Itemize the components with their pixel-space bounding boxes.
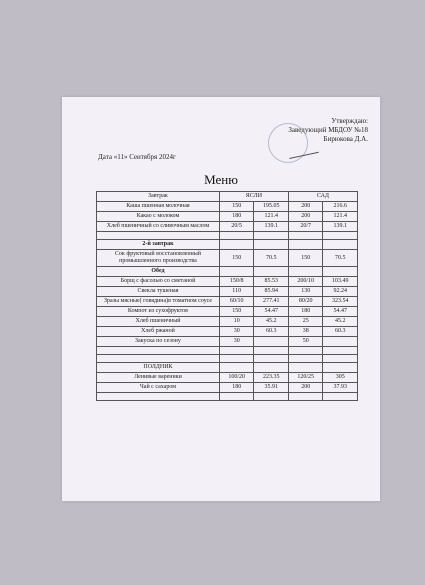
cell-name: Хлеб пшеничный со сливочным маслом [97, 222, 220, 232]
cell-num: 54.47 [254, 307, 288, 317]
cell-num: 200 [288, 383, 323, 393]
stamp-icon [268, 123, 308, 163]
cell-name: Зразы мясные( говядина)в томатном соусе [97, 297, 220, 307]
section-label: 2-й завтрак [97, 240, 220, 250]
cell-num: 200 [288, 202, 323, 212]
cell-num: 10 [219, 317, 254, 327]
cell-num: 60.3 [254, 327, 288, 337]
page-title: Меню [204, 172, 238, 187]
cell-num: 323.54 [323, 297, 358, 307]
cell-num: 60.3 [323, 327, 358, 337]
table-row [97, 337, 358, 347]
cell-name: Какао с молоком [97, 212, 220, 222]
cell-num: 54.47 [323, 307, 358, 317]
cell-num: 100/20 [219, 373, 254, 383]
cell-num: 85.94 [254, 287, 288, 297]
cell-num: 139.1 [254, 222, 288, 232]
table-row [97, 250, 358, 267]
menu-document [62, 97, 380, 501]
cell-num: 70.5 [254, 250, 288, 267]
cell-num: 80/20 [288, 297, 323, 307]
cell-num: 70.5 [323, 250, 358, 267]
cell-num: 216.6 [323, 202, 358, 212]
cell-num: 85.53 [254, 277, 288, 287]
cell-num: 180 [219, 212, 254, 222]
cell-name: Чай с сахаром [97, 383, 220, 393]
date-line: Дата «11» Сентября 2024г [98, 153, 176, 161]
cell-num: 200 [288, 212, 323, 222]
cell-num: 37.93 [323, 383, 358, 393]
table-row [97, 202, 358, 212]
header-zavtrak: Завтрак [97, 192, 220, 202]
cell-name: Ленивые вареники [97, 373, 220, 383]
cell-num: 180 [219, 383, 254, 393]
cell-num: 25 [288, 317, 323, 327]
cell-name: Хлеб пшеничный [97, 317, 220, 327]
header-yasli: ЯСЛИ [219, 192, 288, 202]
cell-num: 180 [288, 307, 323, 317]
cell-name: Сок фруктовый восстановленный промышленного производства [97, 250, 220, 267]
table-row [97, 317, 358, 327]
cell-num: 110 [219, 287, 254, 297]
cell-num: 45.2 [323, 317, 358, 327]
cell-num: 120/25 [288, 373, 323, 383]
cell-num: 200/10 [288, 277, 323, 287]
table-row-empty [97, 232, 358, 240]
table-row [97, 297, 358, 307]
cell-num: 30 [219, 327, 254, 337]
header-sad: САД [288, 192, 357, 202]
cell-name: Борщ с фасолью со сметаной [97, 277, 220, 287]
table-row [97, 307, 358, 317]
cell-num: 130 [288, 287, 323, 297]
cell-num: 50 [288, 337, 323, 347]
cell-num: 60/10 [219, 297, 254, 307]
cell-num: 121.4 [323, 212, 358, 222]
table-row [97, 373, 358, 383]
table-row [97, 222, 358, 232]
cell-num [323, 337, 358, 347]
cell-num: 150 [219, 202, 254, 212]
cell-num: 277.41 [254, 297, 288, 307]
section-obed [97, 267, 358, 277]
cell-num: 20/7 [288, 222, 323, 232]
section-label: ПОЛДНИК [97, 363, 220, 373]
section-poldnik [97, 363, 358, 373]
cell-num: 92.24 [323, 287, 358, 297]
cell-num: 103.49 [323, 277, 358, 287]
cell-num: 45.2 [254, 317, 288, 327]
cell-num: 121.4 [254, 212, 288, 222]
cell-name: Каша пшенная молочная [97, 202, 220, 212]
cell-name: Компот из сухофруктов [97, 307, 220, 317]
cell-num: 150 [219, 250, 254, 267]
cell-num [254, 337, 288, 347]
cell-num: 195.05 [254, 202, 288, 212]
cell-num: 38 [288, 327, 323, 337]
table-header [97, 192, 358, 202]
cell-num: 305 [323, 373, 358, 383]
approval-line-1: Утверждаю: [331, 117, 368, 125]
table-row-empty [97, 347, 358, 355]
cell-num: 139.1 [323, 222, 358, 232]
table-row [97, 212, 358, 222]
table-row-empty [97, 393, 358, 401]
approval-line-3: Бирюкова Д.А. [323, 135, 368, 143]
table-row [97, 277, 358, 287]
table-row [97, 327, 358, 337]
approval-line-2: Заведующий МБДОУ №18 [288, 126, 368, 134]
cell-num: 30 [219, 337, 254, 347]
section-second-breakfast [97, 240, 358, 250]
cell-num: 20/5 [219, 222, 254, 232]
section-label: Обед [97, 267, 220, 277]
cell-name: Свекла тушеная [97, 287, 220, 297]
cell-num: 223.35 [254, 373, 288, 383]
cell-num: 150 [219, 307, 254, 317]
cell-name: Хлеб ржаной [97, 327, 220, 337]
table-row-empty [97, 355, 358, 363]
cell-name: Закуска по сезону [97, 337, 220, 347]
table-row [97, 287, 358, 297]
cell-num: 150/8 [219, 277, 254, 287]
cell-num: 35.91 [254, 383, 288, 393]
menu-table [96, 191, 358, 401]
table-row [97, 383, 358, 393]
cell-num: 150 [288, 250, 323, 267]
